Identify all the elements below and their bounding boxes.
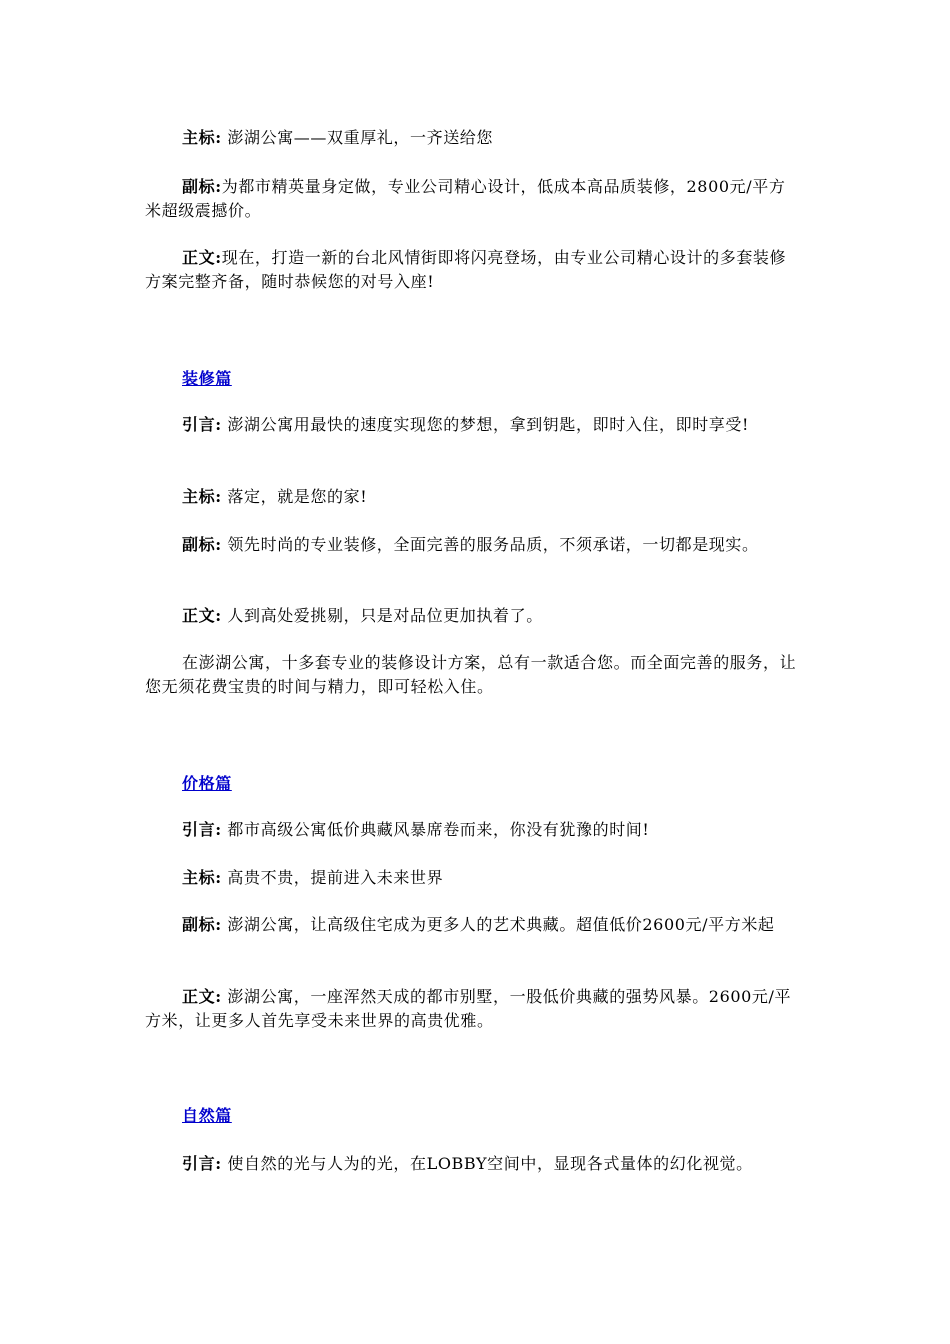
intro-subtitle <box>145 175 800 223</box>
nature-lead <box>145 1152 800 1176</box>
decoration-subtitle <box>145 533 800 557</box>
lead-label: 引言: <box>182 415 222 434</box>
subtitle-text: 为都市精英量身定做，专业公司精心设计，低成本高品质装修，2800元/平方米超级震撼价。 <box>145 177 786 220</box>
section-link-price[interactable]: 价格篇 <box>182 774 232 793</box>
section-link-nature[interactable]: 自然篇 <box>182 1106 232 1125</box>
main-title-text: 澎湖公寓——双重厚礼，一齐送给您 <box>227 128 494 147</box>
subtitle-text: 澎湖公寓，让高级住宅成为更多人的艺术典藏。超值低价2600元/平方米起 <box>227 915 775 934</box>
decoration-main-title <box>145 485 800 509</box>
main-title-label: 主标: <box>182 868 222 887</box>
price-lead <box>145 818 800 842</box>
body-text: 人到高处爱挑剔，只是对品位更加执着了。 <box>227 606 543 625</box>
lead-label: 引言: <box>182 820 222 839</box>
lead-label: 引言: <box>182 1154 222 1173</box>
intro-body <box>145 246 800 294</box>
subtitle-label: 副标: <box>182 535 222 554</box>
main-title-text: 落定，就是您的家! <box>227 487 368 506</box>
price-body <box>145 985 800 1033</box>
main-title-label: 主标: <box>182 487 222 506</box>
section-link-decoration[interactable]: 装修篇 <box>182 369 232 388</box>
main-title-text: 高贵不贵，提前进入未来世界 <box>227 868 444 887</box>
body-label: 正文: <box>182 606 222 625</box>
body-text: 澎湖公寓，一座浑然天成的都市别墅，一股低价典藏的强势风暴。2600元/平方米，让更多人首先享受未来世界的高贵优雅。 <box>145 987 792 1030</box>
body-label: 正文: <box>182 248 222 267</box>
subtitle-text: 领先时尚的专业装修，全面完善的服务品质，不须承诺，一切都是现实。 <box>227 535 759 554</box>
price-subtitle <box>145 913 800 937</box>
lead-text: 使自然的光与人为的光，在LOBBY空间中，显现各式量体的幻化视觉。 <box>227 1154 753 1173</box>
subtitle-label: 副标: <box>182 177 222 196</box>
subtitle-label: 副标: <box>182 915 222 934</box>
body-label: 正文: <box>182 987 222 1006</box>
decoration-body <box>145 604 800 628</box>
intro-main-title <box>145 126 800 150</box>
lead-text: 澎湖公寓用最快的速度实现您的梦想，拿到钥匙，即时入住，即时享受! <box>227 415 750 434</box>
main-title-label: 主标: <box>182 128 222 147</box>
price-main-title <box>145 866 800 890</box>
lead-text: 都市高级公寓低价典藏风暴席卷而来，你没有犹豫的时间! <box>227 820 650 839</box>
decoration-lead <box>145 413 800 437</box>
body-text: 现在，打造一新的台北风情街即将闪亮登场，由专业公司精心设计的多套装修方案完整齐备，随时恭候您的对号入座! <box>145 248 787 291</box>
decoration-body-2: 在澎湖公寓，十多套专业的装修设计方案，总有一款适合您。而全面完善的服务，让您无须花费宝贵的时间与精力，即可轻松入住。 <box>145 653 797 696</box>
